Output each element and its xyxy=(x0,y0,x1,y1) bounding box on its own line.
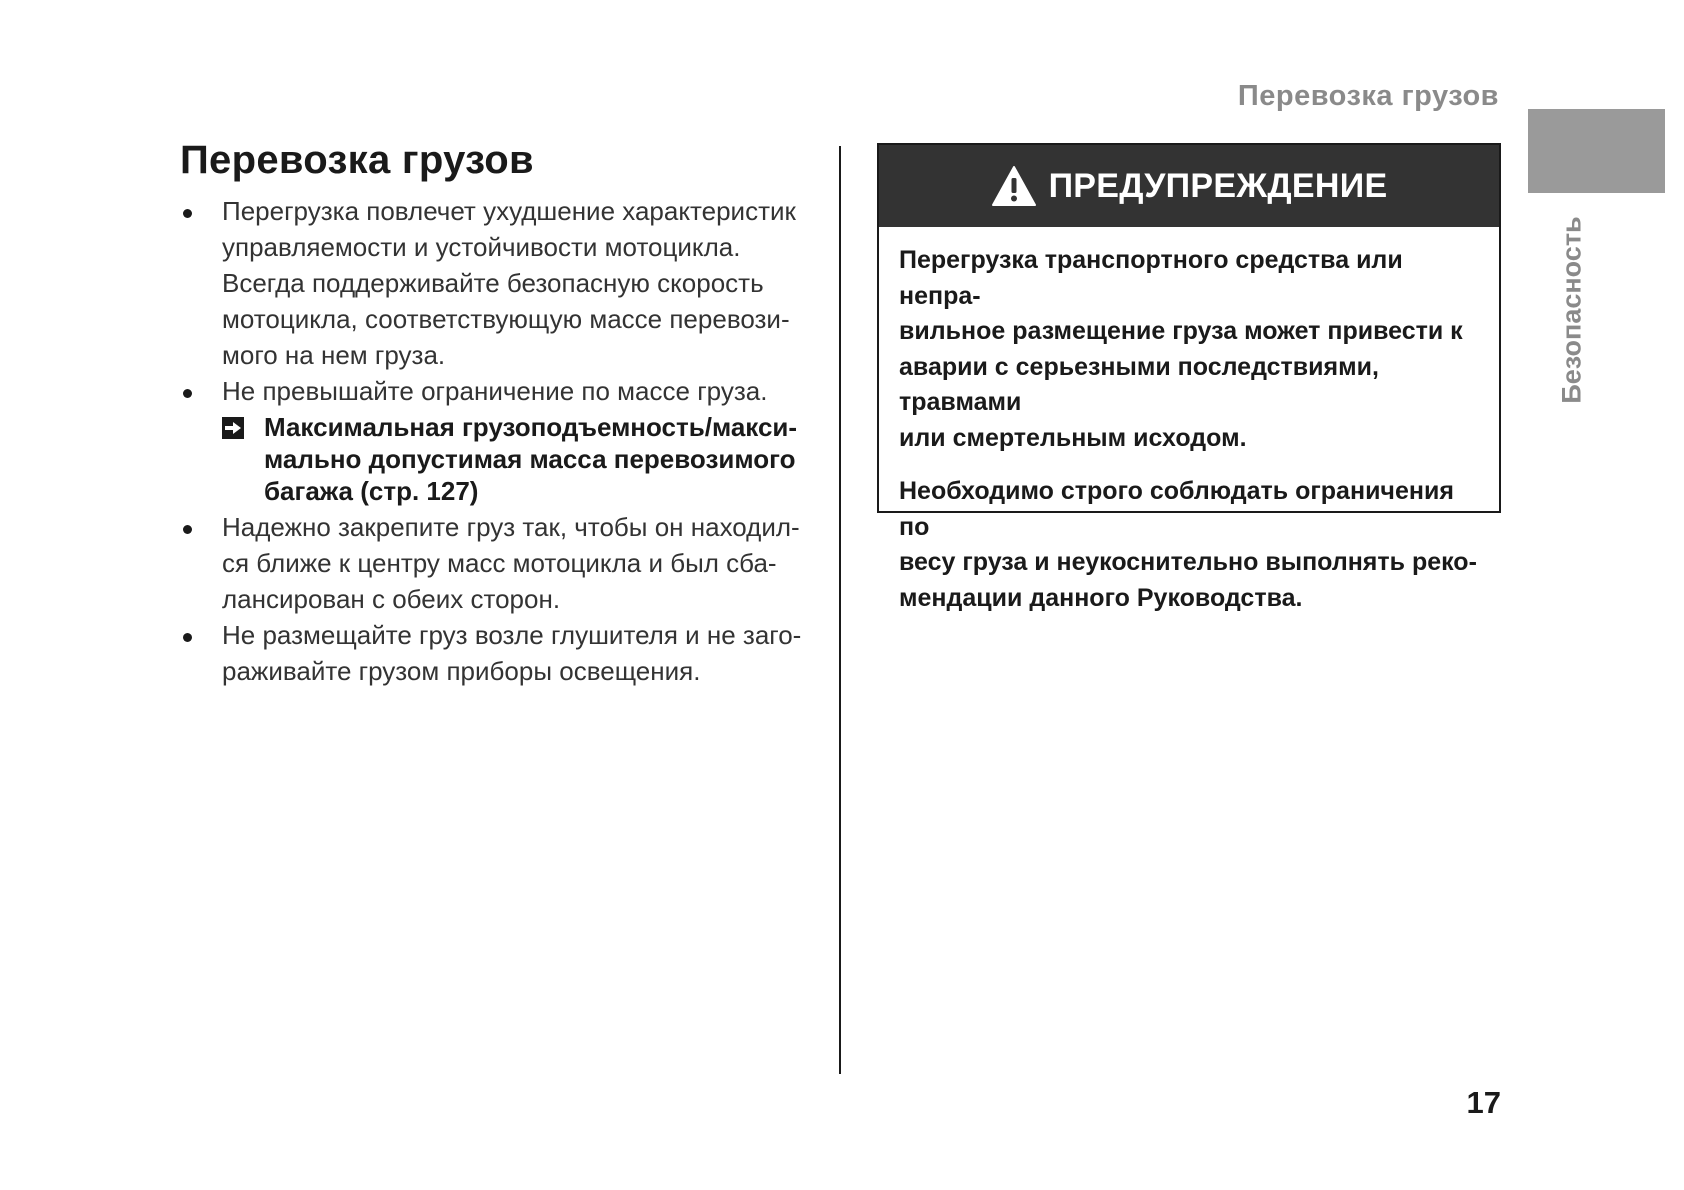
page-title: Перевозка грузов xyxy=(180,138,534,182)
bullet-icon xyxy=(183,525,192,534)
section-label xyxy=(1552,212,1592,408)
bullet-list xyxy=(180,509,820,689)
page-number: 17 xyxy=(1466,1085,1501,1120)
warning-header xyxy=(879,145,1499,227)
warning-title: ПРЕДУПРЕЖДЕНИЕ xyxy=(1048,166,1388,205)
main-column xyxy=(180,138,820,689)
running-header: Перевозка грузов xyxy=(1237,80,1499,112)
warning-paragraph: Перегрузка транспортного средства или непра- вильное размещение груза может привести к аварии с серьезными последствиями, травмами или смертельным исходом. xyxy=(899,246,1463,452)
warning-triangle-icon xyxy=(991,165,1037,207)
bullet-icon xyxy=(183,209,192,218)
list-item: Перегрузка повлечет ухудшение характеристик управляемости и устойчивости мотоцикла. Всегда поддерживайте безопасную скорость мотоцикла, соответствующую массе перевози- мого на нем груза. xyxy=(180,193,820,373)
warning-body xyxy=(879,227,1499,616)
column-divider xyxy=(839,146,841,1074)
list-item: Не превышайте ограничение по массе груза. xyxy=(180,373,820,409)
warning-paragraph: Необходимо строго соблюдать ограничения по весу груза и неукоснительно выполнять реко- мендации данного Руководства. xyxy=(899,477,1477,612)
section-label-text: Безопасность xyxy=(1556,216,1587,404)
list-item: Надежно закрепите груз так, чтобы он находил- ся ближе к центру масс мотоцикла и был сба- лансирован с обеих сторон. xyxy=(180,509,820,617)
bullet-list xyxy=(180,193,820,409)
page-reference-link[interactable]: стр. 127) xyxy=(368,476,479,506)
section-tab xyxy=(1528,109,1665,193)
bullet-icon xyxy=(183,389,192,398)
page-link-arrow-icon xyxy=(222,417,244,439)
bullet-icon xyxy=(183,633,192,642)
list-item: Не размещайте груз возле глушителя и не заго- раживайте грузом приборы освещения. xyxy=(180,617,820,689)
cross-reference: Максимальная грузоподъемность/макси- мально допустимая масса перевозимого багажа ( стр. 127) xyxy=(222,411,820,507)
warning-box xyxy=(877,143,1501,612)
